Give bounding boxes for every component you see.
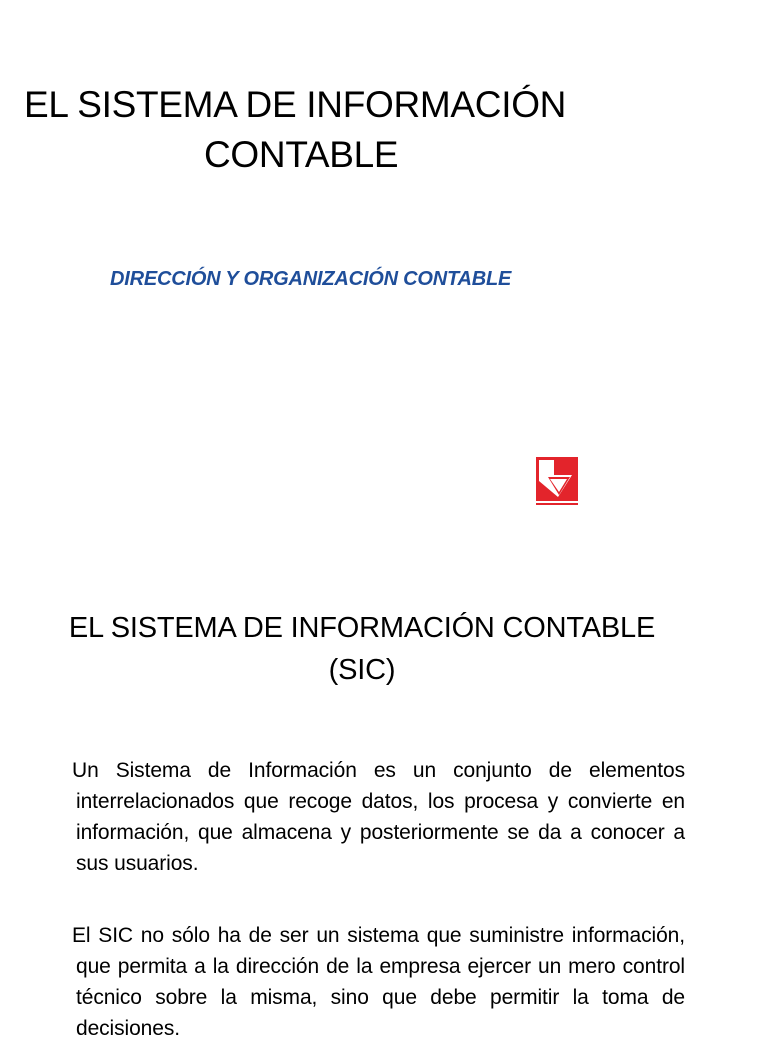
section-title-line-1: EL SISTEMA DE INFORMACIÓN CONTABLE (68, 612, 656, 644)
paragraph-sic-purpose-text: El SIC no sólo ha de ser un sistema que suministre información, que permita a la dirección de la empresa ejercer un mero control técnico sobre la misma, sino que debe permitir la toma de decisiones. (72, 924, 685, 1040)
paragraph-definition (72, 755, 685, 879)
section-title (40, 607, 684, 691)
paragraph-sic-purpose (72, 920, 685, 1044)
slide-subtitle: DIRECCIÓN Y ORGANIZACIÓN CONTABLE (110, 268, 512, 290)
university-shield-logo-icon (536, 457, 578, 505)
section-title-line-2: (SIC) (328, 654, 396, 686)
slide-title-line-2: CONTABLE (204, 134, 399, 175)
paragraph-definition-text: Un Sistema de Información es un conjunto de elementos interrelacionados que recoge datos, los procesa y convierte en información, que almacena y posteriormente se da a conocer a sus usuarios. (72, 759, 685, 875)
slide-title-line-1: EL SISTEMA DE INFORMACIÓN (24, 84, 567, 125)
slide-title (0, 80, 600, 180)
